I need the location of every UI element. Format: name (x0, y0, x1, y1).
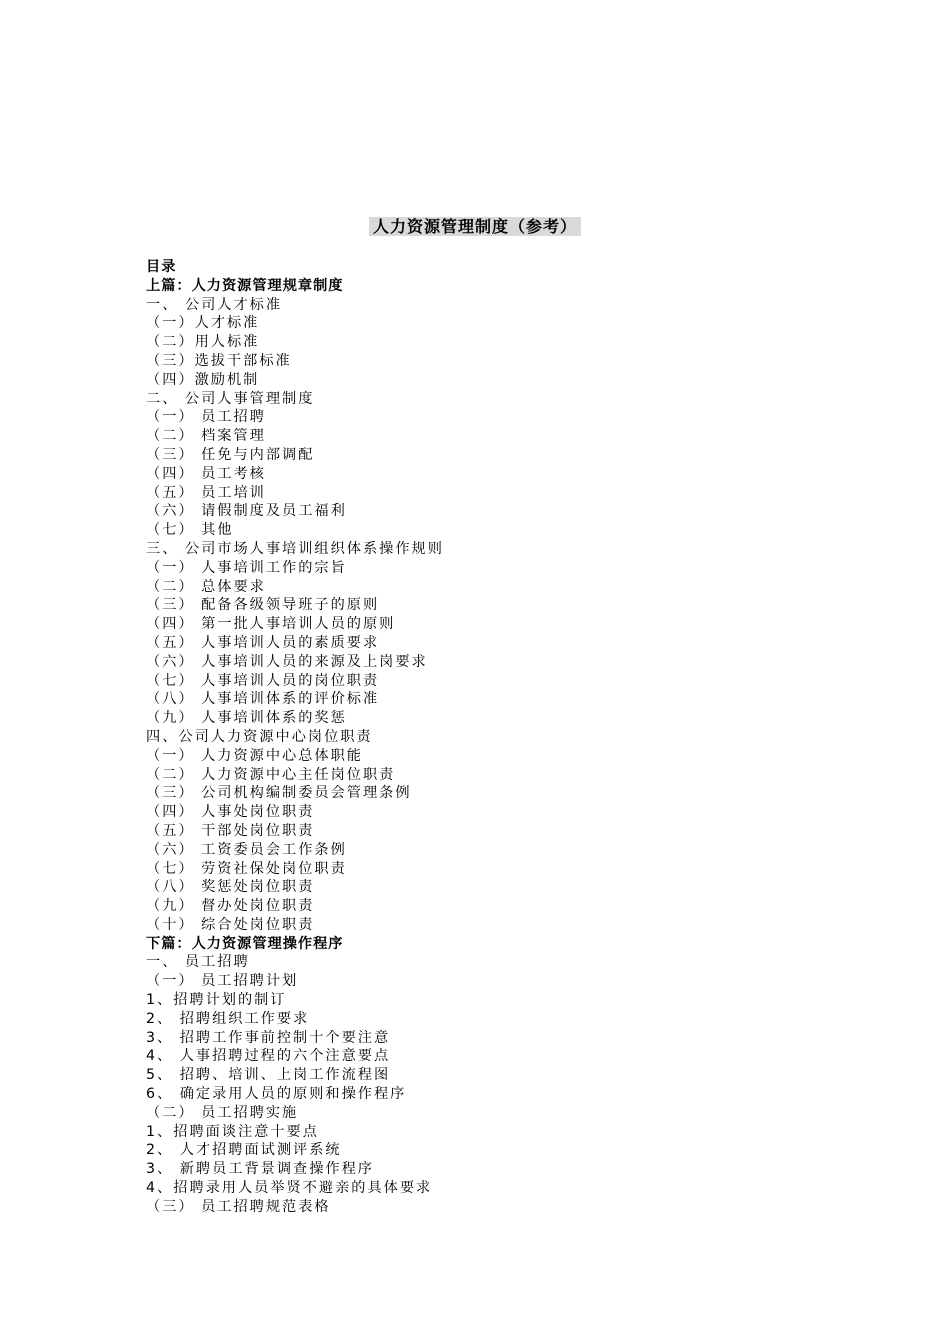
toc-entry: （九） 人事培训体系的奖惩 (146, 710, 347, 727)
toc-entry: 4、 人事招聘过程的六个注意要点 (146, 1048, 391, 1065)
toc-entry: （七） 劳资社保处岗位职责 (146, 860, 347, 877)
toc-entry: （四） 员工考核 (146, 465, 266, 482)
toc-entry: （五） 干部处岗位职责 (146, 822, 315, 839)
toc-entry: （十） 综合处岗位职责 (146, 916, 315, 933)
toc-entry: （六） 人事培训人员的来源及上岗要求 (146, 653, 428, 670)
toc-entry: 1、招聘计划的制订 (146, 992, 287, 1009)
toc-entry: （六） 请假制度及员工福利 (146, 503, 347, 520)
table-of-contents (146, 258, 906, 1217)
toc-entry: （四）激励机制 (146, 371, 260, 388)
toc-entry: （五） 人事培训人员的素质要求 (146, 634, 380, 651)
toc-entry: （八） 奖惩处岗位职责 (146, 879, 315, 896)
toc-entry: （七） 人事培训人员的岗位职责 (146, 672, 380, 689)
document-title-row (0, 216, 950, 238)
toc-entry: （三） 配备各级领导班子的原则 (146, 597, 380, 614)
toc-entry: （三） 公司机构编制委员会管理条例 (146, 785, 412, 802)
toc-entry: （二） 人力资源中心主任岗位职责 (146, 766, 396, 783)
toc-entry: 2、 招聘组织工作要求 (146, 1010, 310, 1027)
toc-entry: （一） 人力资源中心总体职能 (146, 747, 363, 764)
toc-entry: 二、 公司人事管理制度 (146, 390, 315, 407)
toc-entry: （二） 员工招聘实施 (146, 1104, 299, 1121)
toc-entry: （四） 人事处岗位职责 (146, 804, 315, 821)
toc-entry: 四、公司人力资源中心岗位职责 (146, 728, 373, 745)
toc-entry: 1、招聘面谈注意十要点 (146, 1123, 319, 1140)
toc-heading: 上篇：人力资源管理规章制度 (146, 277, 344, 294)
toc-entry: （三） 任免与内部调配 (146, 446, 315, 463)
toc-entry: （二） 总体要求 (146, 578, 266, 595)
toc-entry: （三） 员工招聘规范表格 (146, 1198, 331, 1215)
toc-entry: （八） 人事培训体系的评价标准 (146, 691, 380, 708)
toc-entry: （九） 督办处岗位职责 (146, 898, 315, 915)
toc-entry: （二）用人标准 (146, 334, 260, 351)
toc-entry: （二） 档案管理 (146, 428, 266, 445)
toc-entry: 三、 公司市场人事培训组织体系操作规则 (146, 540, 444, 557)
toc-entry: （三）选拔干部标准 (146, 352, 292, 369)
toc-entry: 一、 员工招聘 (146, 954, 250, 971)
toc-entry: 2、 人才招聘面试测评系统 (146, 1142, 342, 1159)
toc-entry: 3、 新聘员工背景调查操作程序 (146, 1161, 374, 1178)
document-title: 人力资源管理制度（参考） (369, 217, 581, 236)
toc-entry: （四） 第一批人事培训人员的原则 (146, 616, 396, 633)
toc-entry: 一、 公司人才标准 (146, 296, 283, 313)
toc-heading: 目录 (146, 259, 177, 275)
toc-entry: （六） 工资委员会工作条例 (146, 841, 347, 858)
toc-entry: （五） 员工培训 (146, 484, 266, 501)
toc-entry: 5、 招聘、培训、上岗工作流程图 (146, 1067, 391, 1084)
toc-entry: （一） 员工招聘 (146, 409, 266, 426)
toc-entry: 3、 招聘工作事前控制十个要注意 (146, 1029, 391, 1046)
toc-entry: 6、 确定录用人员的原则和操作程序 (146, 1086, 407, 1103)
toc-entry: （一） 员工招聘计划 (146, 973, 299, 990)
toc-entry: 4、招聘录用人员举贤不避亲的具体要求 (146, 1180, 433, 1197)
toc-entry: （七） 其他 (146, 522, 234, 539)
toc-entry: （一） 人事培训工作的宗旨 (146, 559, 347, 576)
toc-entry: （一）人才标准 (146, 315, 260, 332)
toc-heading: 下篇：人力资源管理操作程序 (146, 935, 344, 952)
